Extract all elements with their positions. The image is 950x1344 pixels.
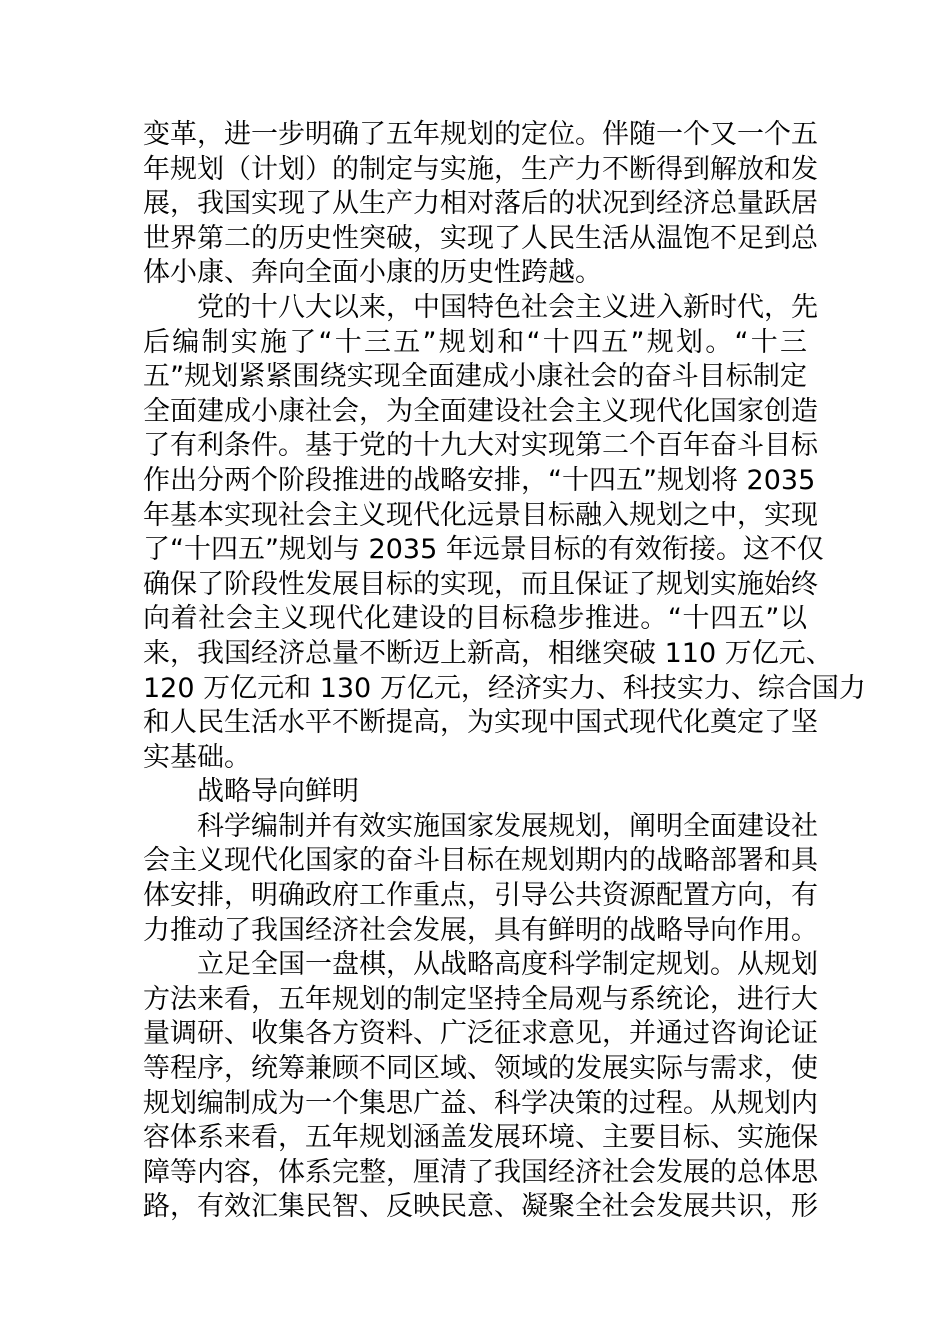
text-line: 会主义现代化国家的奋斗目标在规划期内的战略部署和具	[143, 845, 818, 877]
text-line: 作出分两个阶段推进的战略安排，“十四五”规划将 2035	[143, 464, 816, 496]
text-line: 规划编制成为一个集思广益、科学决策的过程。从规划内	[143, 1087, 818, 1119]
paragraph-strategic-guidance	[143, 810, 818, 948]
document-page	[143, 118, 866, 1225]
text-line: 路，有效汇集民智、反映民意、凝聚全社会发展共识，形	[143, 1191, 818, 1223]
text-line: 等程序，统筹兼顾不同区域、领域的发展实际与需求，使	[143, 1053, 818, 1085]
text-line: 党的十八大以来，中国特色社会主义进入新时代，先	[197, 291, 818, 323]
text-line: 障等内容，体系完整，厘清了我国经济社会发展的总体思	[143, 1156, 818, 1188]
text-line: 全面建成小康社会，为全面建设社会主义现代化国家创造	[143, 395, 818, 427]
text-line: 力推动了我国经济社会发展，具有鲜明的战略导向作用。	[143, 914, 818, 946]
paragraph-new-era-plans	[143, 291, 866, 775]
paragraph-five-year-plan-positioning	[143, 118, 818, 291]
text-line: 来，我国经济总量不断迈上新高，相继突破 110 万亿元、	[143, 637, 833, 669]
text-line: 体小康、奔向全面小康的历史性跨越。	[143, 257, 602, 289]
text-line: 变革，进一步明确了五年规划的定位。伴随一个又一个五	[143, 119, 818, 150]
text-line: 确保了阶段性发展目标的实现，而且保证了规划实施始终	[143, 568, 818, 600]
text-line: 向着社会主义现代化建设的目标稳步推进。“十四五”以	[143, 603, 807, 635]
text-line: 和人民生活水平不断提高，为实现中国式现代化奠定了坚	[143, 707, 818, 739]
text-line: 五”规划紧紧围绕实现全面建成小康社会的奋斗目标制定	[143, 361, 807, 393]
text-line: 了有利条件。基于党的十九大对实现第二个百年奋斗目标	[143, 430, 818, 462]
text-line: 世界第二的历史性突破，实现了人民生活从温饱不足到总	[143, 222, 818, 254]
text-line: 量调研、收集各方资料、广泛征求意见，并通过咨询论证	[143, 1018, 818, 1050]
text-line: 年基本实现社会主义现代化远景目标融入规划之中，实现	[143, 499, 818, 531]
text-line: 展，我国实现了从生产力相对落后的状况到经济总量跃居	[143, 188, 818, 220]
text-line: 立足全国一盘棋，从战略高度科学制定规划。从规划	[197, 949, 818, 981]
section-heading-text: 战略导向鲜明	[197, 776, 359, 808]
text-line: 方法来看，五年规划的制定坚持全局观与系统论，进行大	[143, 983, 818, 1015]
text-line: 了“十四五”规划与 2035 年远景目标的有效衔接。这不仅	[143, 534, 824, 566]
text-line: 体安排，明确政府工作重点，引导公共资源配置方向，有	[143, 880, 818, 912]
text-line: 120 万亿元和 130 万亿元，经济实力、科技实力、综合国力	[143, 672, 866, 704]
paragraph-national-chessboard	[143, 948, 818, 1225]
text-line: 后编制实施了“十三五”规划和“十四五”规划。“十三	[143, 326, 807, 358]
text-line: 容体系来看，五年规划涵盖发展环境、主要目标、实施保	[143, 1122, 818, 1154]
text-line: 科学编制并有效实施国家发展规划，阐明全面建设社	[197, 810, 818, 842]
text-line: 实基础。	[143, 741, 251, 773]
section-heading	[143, 775, 807, 810]
text-line: 年规划（计划）的制定与实施，生产力不断得到解放和发	[143, 153, 818, 185]
